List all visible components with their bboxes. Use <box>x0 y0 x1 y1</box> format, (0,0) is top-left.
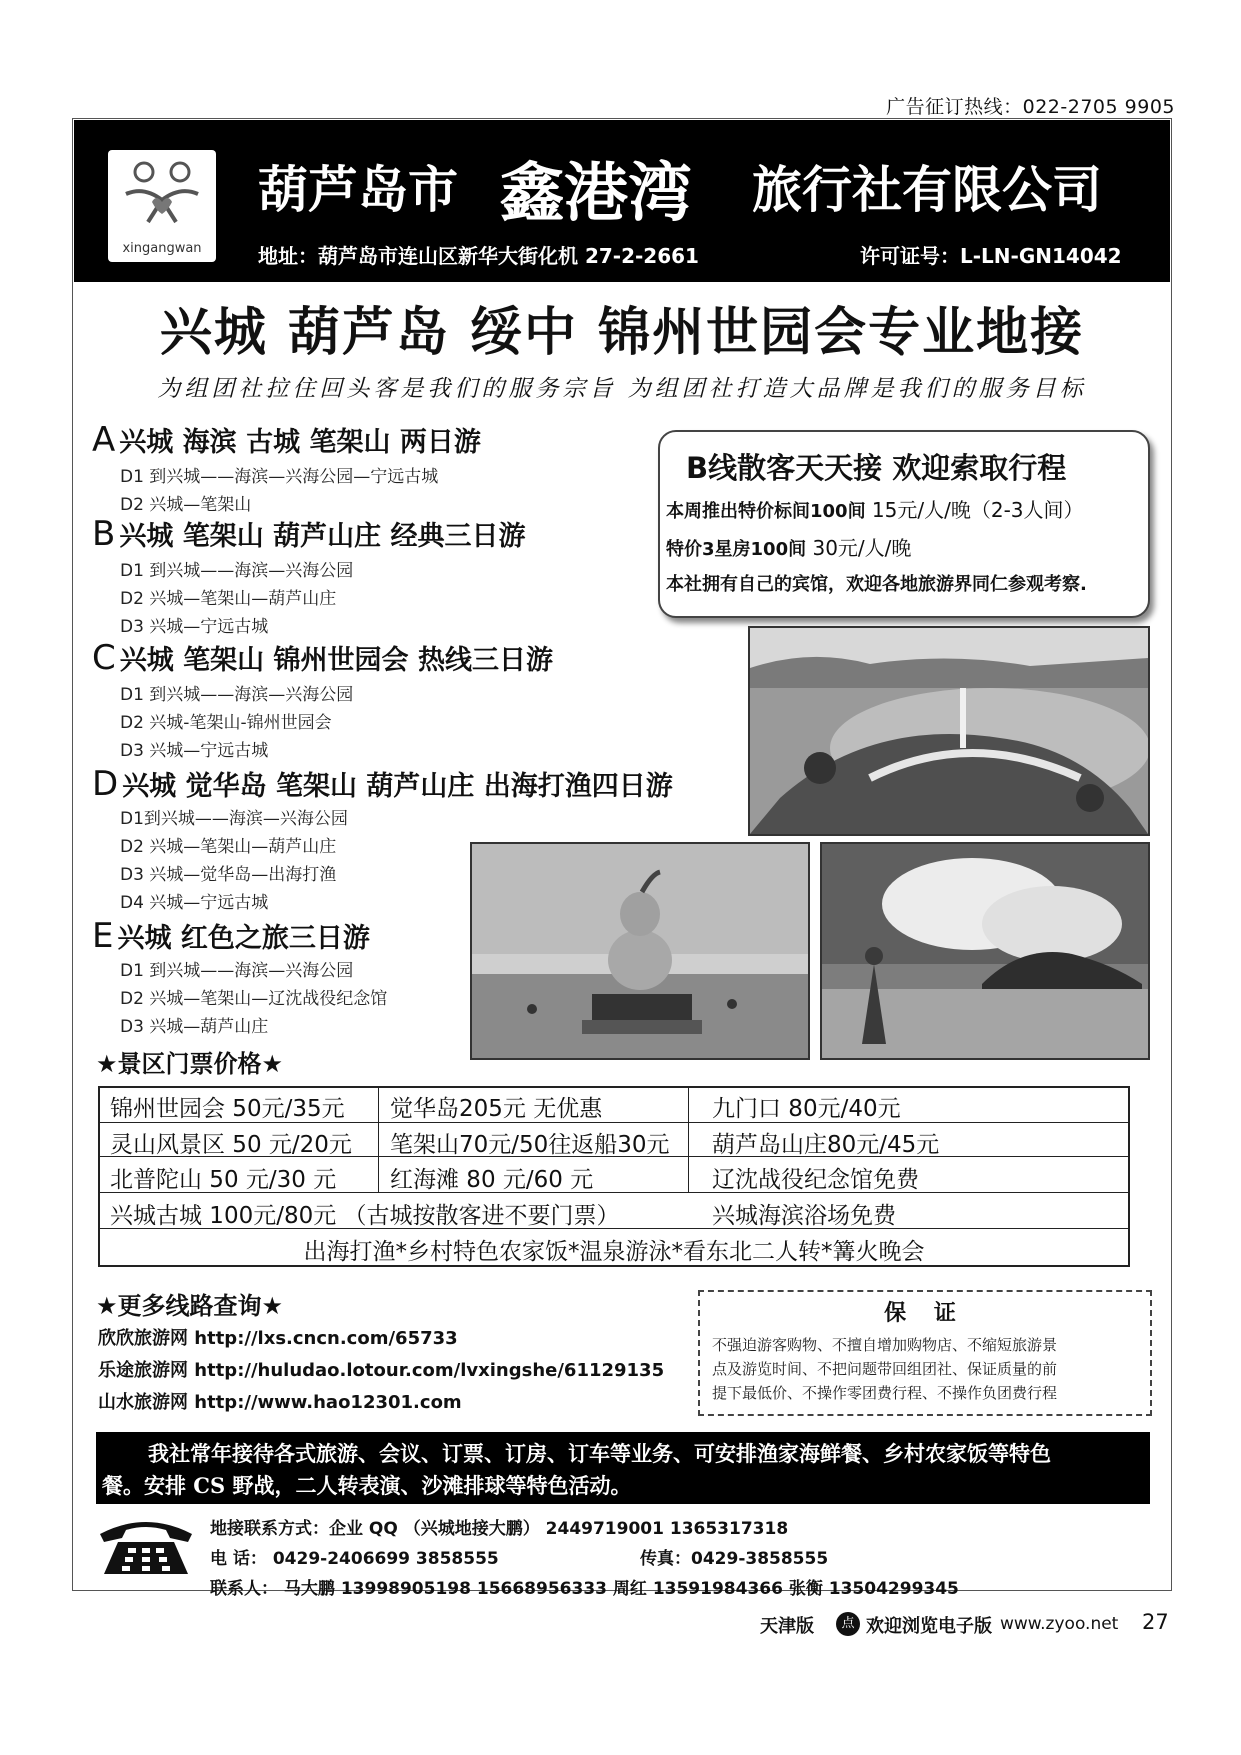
route-title-text: 兴城 笔架山 锦州世园会 热线三日游 <box>119 645 553 676</box>
table-divider <box>378 1086 379 1192</box>
route-day: D3 兴城—觉华岛—出海打渔 <box>120 865 337 885</box>
bline-offer-price: 30元/人/晚 <box>806 536 912 560</box>
route-day: D2 兴城-笔架山-锦州世园会 <box>120 713 332 733</box>
company-type: 旅行社有限公司 <box>752 160 1102 219</box>
guarantee-line: 点及游览时间、不把问题带回组团社、保证质量的前 <box>712 1360 1058 1378</box>
company-license: 许可证号：L-LN-GN14042 <box>860 244 1122 268</box>
guarantee-line: 提下最低价、不操作零团费行程、不操作负团费行程 <box>712 1384 1058 1402</box>
link-site-name: 欣欣旅游网 <box>98 1328 188 1349</box>
route-day: D2 兴城—笔架山—辽沈战役纪念馆 <box>120 989 388 1009</box>
route-day: D1 到兴城——海滨—兴海公园 <box>120 685 354 705</box>
ticket-cell: 觉华岛205元 无优惠 <box>390 1096 603 1122</box>
travel-link <box>98 1388 462 1414</box>
route-c-title <box>92 638 553 678</box>
contact-qq: 地接联系方式：企业 QQ （兴城地接大鹏） 2449719001 1365317318 <box>210 1519 789 1539</box>
service-slogan: 为组团社拉住回头客是我们的服务宗旨 为组团社打造大品牌是我们的服务目标 <box>157 376 1087 402</box>
route-title-text: 兴城 海滨 古城 笔架山 两日游 <box>119 427 481 458</box>
route-day: D1 到兴城——海滨—兴海公园 <box>120 961 354 981</box>
route-d-title <box>92 764 673 804</box>
gourd-sculpture-photo <box>470 842 810 1060</box>
guarantee-line: 不强迫游客购物、不擅自增加购物店、不缩短旅游景 <box>712 1336 1058 1354</box>
footer-logo-icon: 点 <box>836 1612 860 1636</box>
route-day: D2 兴城—笔架山—葫芦山庄 <box>120 589 337 609</box>
ticket-cell: 兴城古城 100元/80元 （古城按散客进不要门票） <box>110 1203 620 1229</box>
bline-offer-label: 本周推出特价标间100间 <box>666 501 866 522</box>
route-day: D4 兴城—宁远古城 <box>120 893 269 913</box>
company-brand: 鑫港湾 <box>500 156 692 231</box>
route-title-text: 兴城 觉华岛 笔架山 葫芦山庄 出海打渔四日游 <box>122 771 673 802</box>
ticket-cell: 北普陀山 50 元/30 元 <box>110 1167 337 1193</box>
link-url[interactable]: http://www.hao12301.com <box>194 1392 462 1413</box>
ticket-cell: 九门口 80元/40元 <box>712 1096 901 1122</box>
bline-hotel-note: 本社拥有自己的宾馆，欢迎各地旅游界同仁参观考察. <box>666 574 1087 595</box>
page-number: 27 <box>1142 1610 1169 1634</box>
table-divider <box>688 1086 689 1192</box>
contact-phone: 电 话： 0429-2406699 3858555 <box>210 1549 499 1569</box>
route-day: D1 到兴城——海滨—兴海公园 <box>120 561 354 581</box>
route-e-title <box>92 916 370 956</box>
route-letter: C <box>92 638 116 678</box>
route-day: D3 兴城—宁远古城 <box>120 617 269 637</box>
footer-edition: 天津版 <box>760 1616 814 1637</box>
ticket-cell: 灵山风景区 50 元/20元 <box>110 1132 352 1158</box>
bline-offer-price: 15元/人/晚（2-3人间） <box>865 498 1084 522</box>
page-headline: 兴城 葫芦岛 绥中 锦州世园会专业地接 <box>159 303 1085 363</box>
island-statue-photo <box>820 842 1150 1060</box>
link-url[interactable]: http://huludao.lotour.com/lvxingshe/61129135 <box>194 1360 665 1381</box>
services-line: 餐。安排 CS 野战，二人转表演、沙滩排球等特色活动。 <box>102 1473 632 1498</box>
company-address: 地址：葫芦岛市连山区新华大街化机 27-2-2661 <box>258 244 699 268</box>
route-day: D1 到兴城——海滨—兴海公园—宁远古城 <box>120 467 439 487</box>
link-site-name: 山水旅游网 <box>98 1392 188 1413</box>
telephone-icon <box>96 1516 196 1582</box>
route-letter: A <box>92 420 116 460</box>
ticket-cell: 葫芦岛山庄80元/45元 <box>712 1132 940 1158</box>
logo-text: xingangwan <box>122 241 202 256</box>
link-site-name: 乐途旅游网 <box>98 1360 188 1381</box>
route-day: D3 兴城—葫芦山庄 <box>120 1017 269 1037</box>
route-b-title <box>92 514 526 554</box>
company-logo <box>108 150 216 262</box>
services-line: 我社常年接待各式旅游、会议、订票、订房、订车等业务、可安排渔家海鲜餐、乡村农家饭等特色 <box>148 1441 1051 1466</box>
activities-row: 出海打渔*乡村特色农家饭*温泉游泳*看东北二人转*篝火晚会 <box>303 1239 925 1265</box>
route-letter: D <box>92 764 119 804</box>
route-day: D2 兴城—笔架山—葫芦山庄 <box>120 837 337 857</box>
link-url[interactable]: http://lxs.cncn.com/65733 <box>194 1328 458 1349</box>
route-a-title <box>92 420 481 460</box>
route-title-text: 兴城 笔架山 葫芦山庄 经典三日游 <box>119 521 526 552</box>
footer-welcome: 欢迎浏览电子版 <box>866 1616 992 1637</box>
route-day: D3 兴城—宁远古城 <box>120 741 269 761</box>
contact-fax: 传真：0429-3858555 <box>640 1549 829 1569</box>
family-logo-icon <box>108 150 216 240</box>
ticket-cell: 锦州世园会 50元/35元 <box>110 1096 345 1122</box>
ticket-cell: 辽沈战役纪念馆免费 <box>712 1167 919 1193</box>
company-city: 葫芦岛市 <box>258 160 458 219</box>
travel-link <box>98 1356 664 1382</box>
route-day: D1到兴城——海滨—兴海公园 <box>120 809 348 829</box>
contact-persons: 联系人： 马大鹏 13998905198 15668956333 周红 13591984366 张衡 13504299345 <box>210 1579 959 1599</box>
bline-star-offer <box>666 532 911 561</box>
park-aerial-photo <box>748 626 1150 836</box>
route-letter: E <box>92 916 114 956</box>
bline-title: B线散客天天接 欢迎索取行程 <box>686 451 1067 485</box>
travel-link <box>98 1324 458 1350</box>
ad-hotline: 广告征订热线：022-2705 9905 <box>886 96 1175 118</box>
ticket-cell: 红海滩 80 元/60 元 <box>390 1167 594 1193</box>
ticket-heading: ★景区门票价格★ <box>96 1050 284 1078</box>
bline-room-offer <box>666 494 1084 523</box>
ticket-cell: 笔架山70元/50往返船30元 <box>390 1132 670 1158</box>
route-letter: B <box>92 514 116 554</box>
bline-offer-label: 特价3星房100间 <box>666 539 807 560</box>
footer-url[interactable]: www.zyoo.net <box>1000 1614 1119 1634</box>
route-day: D2 兴城—笔架山 <box>120 495 252 515</box>
route-title-text: 兴城 红色之旅三日游 <box>117 923 370 954</box>
guarantee-title: 保 证 <box>884 1301 966 1326</box>
links-heading: ★更多线路查询★ <box>96 1292 284 1320</box>
ticket-cell: 兴城海滨浴场免费 <box>712 1203 896 1229</box>
